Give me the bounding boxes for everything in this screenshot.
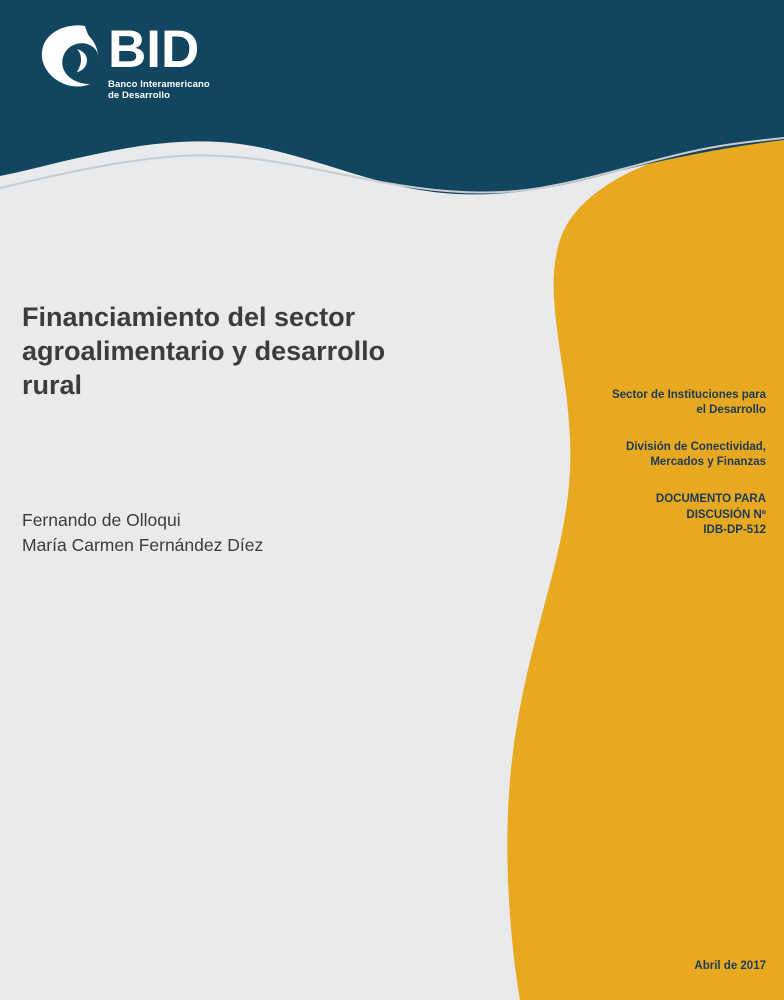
division-label-line1: División de Conectividad, — [626, 441, 766, 453]
document-title: Financiamiento del sector agroalimentario y desarrollo rural — [22, 302, 386, 400]
document-number: IDB-DP-512 — [703, 524, 766, 536]
division-label — [526, 440, 766, 470]
idb-flame-logo-icon — [36, 22, 102, 94]
idb-acronym: BID — [108, 20, 200, 79]
document-type-line1: DOCUMENTO PARA — [655, 493, 766, 505]
sector-label-line1: Sector de Instituciones para — [611, 389, 766, 401]
sector-label-line2: el Desarrollo — [696, 404, 766, 416]
publication-metadata — [526, 388, 766, 539]
idb-logo-wordmark — [108, 22, 210, 101]
division-label-line2: Mercados y Finanzas — [650, 456, 766, 468]
idb-logo-subtitle-line2: de Desarrollo — [108, 90, 171, 101]
author-name: María Carmen Fernández Díez — [22, 535, 264, 555]
author-list — [22, 508, 452, 558]
sector-label — [526, 388, 766, 418]
publication-date: Abril de 2017 — [694, 960, 766, 972]
author-name: Fernando de Olloqui — [22, 510, 181, 530]
idb-logo-subtitle-line1: Banco Interamericano — [108, 79, 210, 90]
document-number-block — [526, 492, 766, 539]
document-type-line2: DISCUSIÓN Nº — [686, 508, 766, 521]
idb-logo — [36, 22, 210, 101]
idb-logo-subtitle — [108, 79, 210, 101]
